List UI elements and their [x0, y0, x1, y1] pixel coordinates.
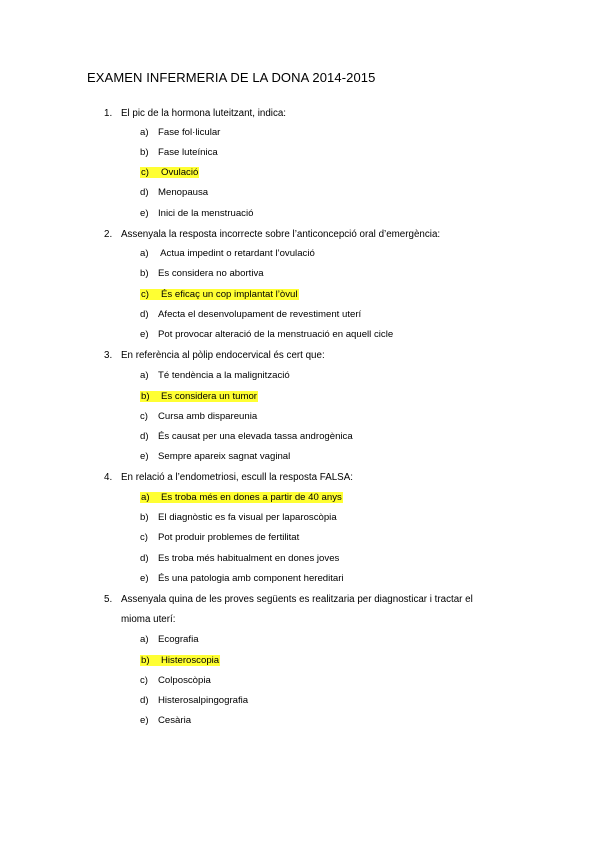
- option-4e: [140, 573, 344, 584]
- question-text: Assenyala la resposta incorrecte sobre l’anticoncepció oral d’emergència:: [121, 229, 441, 240]
- option-text: Histerosalpingografia: [158, 695, 249, 706]
- option-5d: [140, 695, 248, 706]
- option-3c: [140, 411, 257, 422]
- option-text: És una patologia amb component hereditari: [158, 573, 344, 584]
- option-letter: e): [140, 715, 149, 726]
- option-letter: a): [140, 634, 149, 645]
- option-letter: b): [140, 391, 160, 402]
- option-text-highlighted: Ovulació: [161, 167, 199, 178]
- question-1: [104, 108, 286, 119]
- option-3e: [140, 451, 290, 462]
- option-5b: [140, 655, 220, 666]
- option-text: Menopausa: [158, 187, 209, 198]
- question-number: 5.: [104, 594, 113, 605]
- option-text: Cursa amb dispareunia: [158, 411, 258, 422]
- option-letter: d): [140, 309, 149, 320]
- option-letter: b): [140, 147, 149, 158]
- option-text: És causat per una elevada tassa androgènica: [158, 431, 353, 442]
- option-text: Fase fol·licular: [158, 127, 221, 138]
- question-number: 1.: [104, 108, 113, 119]
- option-letter: e): [140, 451, 149, 462]
- option-2e: [140, 329, 393, 340]
- option-letter: a): [140, 127, 149, 138]
- question-5-continuation: mioma uterí:: [121, 614, 176, 625]
- option-1b: [140, 147, 218, 158]
- option-letter: b): [140, 268, 149, 279]
- option-1d: [140, 187, 208, 198]
- option-text: Pot produir problemes de fertilitat: [158, 532, 300, 543]
- question-text: En referència al pòlip endocervical és cert que:: [121, 350, 325, 361]
- option-text-highlighted: Es troba més en dones a partir de 40 anys: [161, 492, 342, 503]
- option-text-highlighted: Histeroscopia: [161, 655, 220, 666]
- option-text: Actua impedint o retardant l’ovulació: [158, 248, 315, 259]
- question-3: [104, 350, 325, 361]
- option-text: Ecografia: [158, 634, 199, 645]
- option-text: Pot provocar alteració de la menstruació en aquell cicle: [158, 329, 394, 340]
- option-letter: c): [140, 167, 160, 178]
- option-letter: e): [140, 573, 149, 584]
- option-text-highlighted: És eficaç un cop implantat l’òvul: [161, 289, 298, 300]
- option-3d: [140, 431, 353, 442]
- option-letter: c): [140, 532, 148, 543]
- option-4b: [140, 512, 337, 523]
- option-letter: a): [140, 492, 160, 503]
- option-text: Sempre apareix sagnat vaginal: [158, 451, 291, 462]
- option-1e: [140, 208, 253, 219]
- question-number: 4.: [104, 472, 113, 483]
- question-text: En relació a l’endometriosi, escull la resposta FALSA:: [121, 472, 353, 483]
- option-letter: c): [140, 675, 148, 686]
- option-1c: [140, 167, 199, 178]
- option-text-highlighted: Es considera un tumor: [161, 391, 257, 402]
- question-text: El pic de la hormona luteitzant, indica:: [121, 108, 287, 119]
- option-4d: [140, 553, 339, 564]
- option-text: Inici de la menstruació: [158, 208, 254, 219]
- option-text: Cesària: [158, 715, 192, 726]
- option-2d: [140, 309, 361, 320]
- question-4: [104, 472, 353, 483]
- option-text: Es considera no abortiva: [158, 268, 264, 279]
- option-2a: [140, 248, 315, 259]
- option-letter: a): [140, 370, 149, 381]
- option-letter: c): [140, 411, 148, 422]
- option-letter: e): [140, 208, 149, 219]
- option-text: Afecta el desenvolupament de revestiment uterí: [158, 309, 362, 320]
- option-letter: d): [140, 553, 149, 564]
- option-text: Té tendència a la malignització: [158, 370, 290, 381]
- option-letter: d): [140, 695, 149, 706]
- option-text: Colposcòpia: [158, 675, 211, 686]
- option-letter: e): [140, 329, 149, 340]
- option-text: Fase luteínica: [158, 147, 218, 158]
- question-number: 3.: [104, 350, 113, 361]
- option-letter: b): [140, 655, 160, 666]
- question-number: 2.: [104, 229, 113, 240]
- option-letter: c): [140, 289, 160, 300]
- option-text: El diagnòstic es fa visual per laparoscòpia: [158, 512, 337, 523]
- option-1a: [140, 127, 220, 138]
- question-text: Assenyala quina de les proves següents es realitzaria per diagnosticar i tractar el: [121, 594, 473, 605]
- option-5e: [140, 715, 191, 726]
- option-letter: b): [140, 512, 149, 523]
- option-5c: [140, 675, 211, 686]
- option-3b: [140, 391, 258, 402]
- option-text: Es troba més habitualment en dones joves: [158, 553, 340, 564]
- option-4a: [140, 492, 343, 503]
- option-2b: [140, 268, 264, 279]
- option-5a: [140, 634, 199, 645]
- option-3a: [140, 370, 290, 381]
- question-2: [104, 229, 440, 240]
- question-5: [104, 594, 473, 605]
- option-2c: [140, 289, 299, 300]
- option-letter: a): [140, 248, 149, 259]
- option-letter: d): [140, 187, 149, 198]
- option-letter: d): [140, 431, 149, 442]
- exam-title: EXAMEN INFERMERIA DE LA DONA 2014-2015: [87, 70, 376, 85]
- option-4c: [140, 532, 299, 543]
